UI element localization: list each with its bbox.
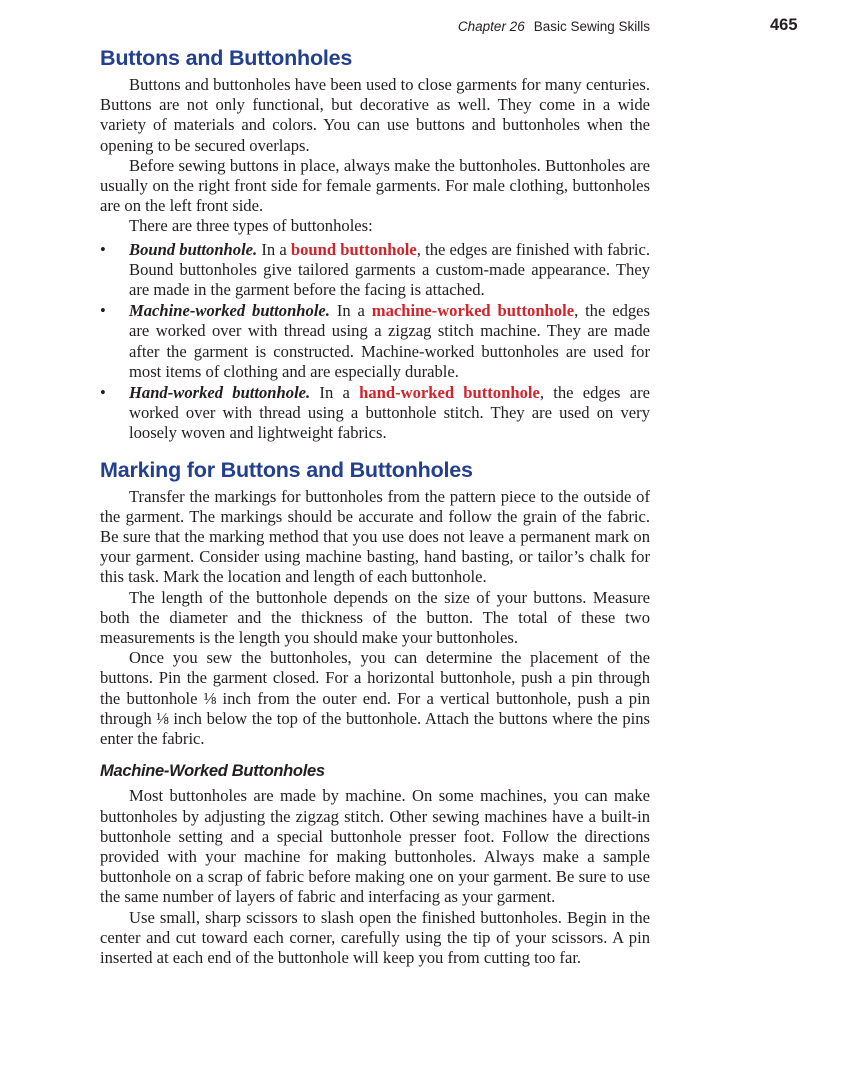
page-body — [100, 44, 650, 968]
bullet-icon: • — [100, 301, 106, 321]
text: In a — [329, 301, 372, 321]
paragraph: Use small, sharp scissors to slash open the finished buttonholes. Begin in the center and cut toward each corner, carefully using the tip of your scissors. A pin inserted at each end of the buttonhole will keep you from cutting too far. — [100, 907, 650, 967]
key-term: machine-worked buttonhole — [371, 301, 575, 321]
bullet-icon: • — [100, 383, 106, 403]
text: , the edges are finished with fabric. Bound buttonholes give tailored garments a custom-made appearance. They are made in the garment before the facing is attached. — [129, 239, 650, 300]
bullet-icon: • — [100, 239, 106, 259]
list-item-bound-buttonhole — [100, 240, 650, 301]
paragraph: Before sewing buttons in place, always make the buttonholes. Buttonholes are usually on the right front side for female garments. For male clothing, buttonholes are on the left front side. — [100, 155, 650, 216]
chapter-label — [458, 19, 650, 34]
paragraph: Most buttonholes are made by machine. On some machines, you can make buttonholes by adjusting the zigzag stitch. Other sewing machines have a built-in buttonhole setting and a special buttonhole presser foot. Follow the directions provided with your machine for making buttonholes. Always make a sample buttonhole on a scrap of fabric before making one on your garment. Be sure to use the same number of layers of fabric and interfacing as your garment. — [100, 786, 650, 907]
paragraph: Once you sew the buttonholes, you can determine the placement of the buttons. Pin the garment closed. For a horizontal buttonhole, push a pin through the buttonhole ⅛ inch from the outer end. For a vertical buttonhole, push a pin through ⅛ inch below the top of the buttonhole. Attach the buttons where the pins enter the fabric. — [100, 648, 650, 749]
paragraph: Buttons and buttonholes have been used to close garments for many centuries. Buttons are not only functional, but decorative as well. They come in a wide variety of materials and colors. You can use buttons and buttonholes when the opening to be secured overlaps. — [100, 75, 650, 155]
key-term: hand-worked buttonhole — [359, 383, 540, 403]
list-item-machine-worked-buttonhole — [100, 301, 650, 382]
paragraph: Transfer the markings for buttonholes from the pattern piece to the outside of the garment. The markings should be accurate and follow the grain of the fabric. Be sure that the marking method that you use does not leave a permanent mark on your garment. Consider using machine basting, hand basting, or tailor’s chalk for this task. Mark the location and length of each buttonhole. — [100, 486, 650, 587]
buttonhole-types-list — [100, 240, 650, 444]
running-header — [0, 16, 849, 40]
chapter-number: Chapter 26 — [457, 19, 525, 34]
key-term: bound buttonhole — [290, 239, 417, 259]
term-lead: Hand-worked buttonhole. — [129, 383, 311, 403]
section-buttons-and-buttonholes — [100, 44, 650, 444]
section-heading: Marking for Buttons and Buttonholes — [100, 457, 473, 482]
paragraph: The length of the buttonhole depends on the size of your buttons. Measure both the diameter and the thickness of the button. The total of these two measurements is the length you should make your buttonholes. — [100, 587, 650, 648]
subsection-heading: Machine-Worked Buttonholes — [100, 762, 325, 781]
term-lead: Bound buttonhole. — [129, 239, 258, 259]
text: , the edges are worked over with thread using a zigzag stitch machine. They are made after the garment is constructed. Machine-worked buttonholes are used for most items of clothing and are especially durable. — [129, 301, 650, 381]
text: In a — [310, 383, 360, 403]
text: , the edges are worked over with thread using a buttonhole stitch. They are used on very loosely woven and lightweight fabrics. — [129, 383, 650, 443]
paragraph: There are three types of buttonholes: — [129, 216, 373, 236]
page-number: 465 — [770, 16, 798, 34]
section-heading: Buttons and Buttonholes — [100, 46, 353, 70]
text: In a — [257, 239, 291, 259]
list-item-hand-worked-buttonhole — [100, 383, 650, 444]
section-marking-for-buttons — [100, 456, 650, 968]
chapter-title: Basic Sewing Skills — [533, 19, 650, 34]
term-lead: Machine-worked buttonhole. — [129, 301, 330, 321]
